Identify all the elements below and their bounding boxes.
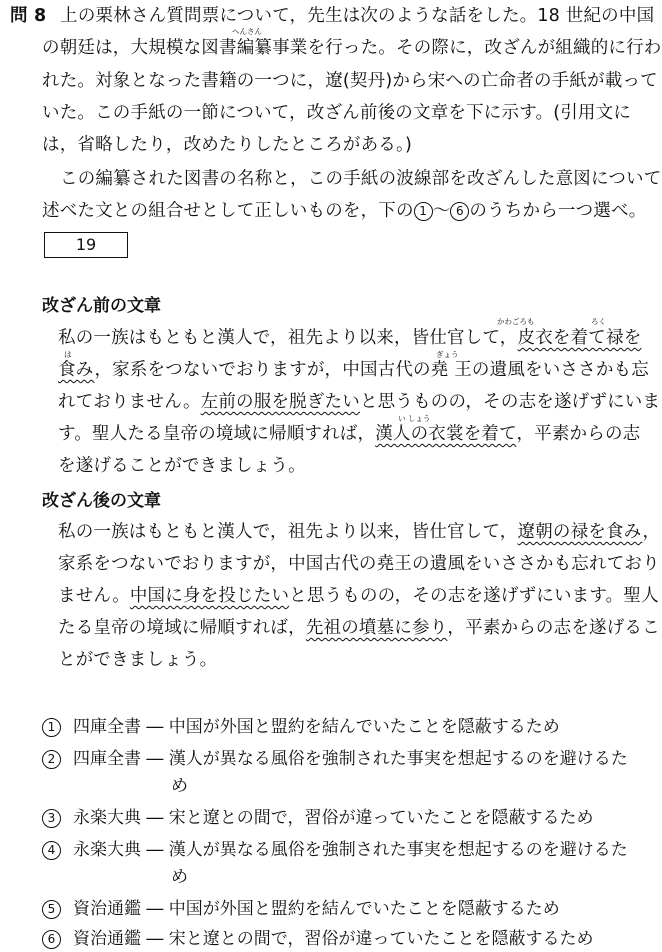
question-line-2: の朝廷は，大規模な図書編纂事業を行った。その際に，改ざんが組織的に行わ: [42, 38, 662, 58]
answer-number-box: 19: [44, 232, 128, 258]
question-line-6: この編纂された図書の名称と，この手紙の波線部を改ざんした意図について: [60, 169, 662, 189]
ruby-gyou: ぎょう: [436, 350, 459, 359]
option-5-text: 資治通鑑 ― 中国が外国と盟約を結んでいたことを隠蔽するため: [73, 899, 560, 919]
ruby-kawagoromo: かわごろも: [497, 317, 535, 326]
option-6-number: 6: [42, 930, 61, 949]
before-text-2b: ，家系をつないでおりますが，中国古代の堯 王の遺風をいささかも忘: [94, 360, 649, 380]
option-4-continuation: め: [171, 867, 188, 887]
before-wavy-4: 漢人の衣裳を着て: [375, 424, 517, 444]
option-6[interactable]: [42, 927, 593, 951]
ruby-roku: ろく: [591, 317, 606, 326]
question-line-3: れた。対象となった書籍の一つに，遼(契丹)から宋への亡命者の手紙が載って: [42, 71, 658, 91]
option-4[interactable]: [42, 838, 628, 862]
option-5[interactable]: [42, 897, 560, 921]
option-5-number: 5: [42, 900, 61, 919]
ruby-hensan: へんさん: [232, 27, 262, 36]
option-2-text: 四庫全書 ― 漢人が異なる風俗を強制された事実を想起するのを避けるた: [73, 749, 628, 769]
ruby-ishou: い しょう: [398, 414, 431, 423]
before-text-1a: 私の一族はもともと漢人で，祖先より以来，皆仕官して，: [58, 328, 518, 348]
after-heading: 改ざん後の文章: [42, 491, 161, 511]
after-text-4b: ，平素からの志を遂げるこ: [447, 618, 660, 638]
option-4-number: 4: [42, 841, 61, 860]
before-line-2: [58, 357, 649, 383]
before-text-3a: れておりません。: [58, 392, 201, 412]
question-label: 問 8: [10, 6, 47, 26]
question-text-1: 上の栗林さん質問票について，先生は次のような話をした。18 世紀の中国: [60, 6, 655, 26]
before-line-1: [58, 325, 641, 351]
option-3-text: 永楽大典 ― 宋と遼との間で，習俗が違っていたことを隠蔽するため: [73, 808, 594, 828]
option-6-text: 資治通鑑 ― 宋と遼との間で，習俗が違っていたことを隠蔽するため: [73, 929, 594, 949]
after-line-4: [58, 615, 660, 641]
range-tilde: ～: [432, 201, 451, 221]
after-line-2: 家系をつないでおりますが，中国古代の堯王の遺風をいささかも忘れており: [58, 554, 660, 574]
after-line-1: [58, 519, 660, 545]
option-2-continuation: め: [171, 776, 188, 796]
option-1-text: 四庫全書 ― 中国が外国と盟約を結んでいたことを隠蔽するため: [73, 717, 560, 737]
question-line-5: は，省略したり，改めたりしたところがある。): [42, 135, 412, 155]
ruby-ha: は: [64, 350, 72, 359]
option-2-number: 2: [42, 750, 61, 769]
before-text-3b: と思うものの，その志を遂げずにいま: [359, 392, 661, 412]
before-wavy-1: 皮衣を着て禄を: [517, 328, 642, 348]
after-text-1a: 私の一族はもともと漢人で，祖先より以来，皆仕官して，: [58, 522, 518, 542]
question-text-7b: のうちから一つ選べ。: [469, 201, 647, 221]
option-4-text: 永楽大典 ― 漢人が異なる風俗を強制された事実を想起するのを避けるた: [73, 840, 628, 860]
before-wavy-3: 左前の服を脱ぎたい: [200, 392, 360, 412]
after-line-3: [58, 583, 659, 609]
option-3[interactable]: [42, 806, 593, 830]
range-start-circle: 1: [414, 202, 433, 221]
before-heading: 改ざん前の文章: [42, 296, 161, 316]
after-wavy-4: 先祖の墳墓に参り: [305, 618, 448, 638]
before-text-4b: ，平素からの志: [516, 424, 641, 444]
after-text-3a: ません。: [58, 586, 130, 606]
after-text-1b: ，: [642, 522, 661, 542]
option-1-number: 1: [42, 718, 61, 737]
before-text-4a: す。聖人たる皇帝の境域に帰順すれば，: [58, 424, 376, 444]
before-line-5: を遂げることができましょう。: [58, 456, 306, 476]
after-wavy-1: 遼朝の禄を食み: [517, 522, 643, 542]
option-1[interactable]: [42, 715, 560, 739]
question-text-7a: 述べた文との組合せとして正しいものを，下の: [42, 201, 414, 221]
after-text-4a: たる皇帝の境域に帰順すれば，: [58, 618, 306, 638]
question-line-4: いた。この手紙の一節について，改ざん前後の文章を下に示す。(引用文に: [42, 103, 632, 123]
after-line-5: とができましょう。: [58, 650, 218, 670]
range-end-circle: 6: [450, 202, 469, 221]
after-text-3b: と思うものの，その志を遂げずにいます。聖人: [289, 586, 659, 606]
before-line-3: [58, 389, 660, 415]
before-wavy-2: 食み: [58, 360, 95, 380]
after-wavy-3: 中国に身を投じたい: [129, 586, 290, 606]
option-2[interactable]: [42, 747, 628, 771]
option-3-number: 3: [42, 809, 61, 828]
question-line-7: [42, 198, 646, 224]
before-line-4: [58, 421, 640, 447]
question-line-1: [10, 3, 654, 29]
